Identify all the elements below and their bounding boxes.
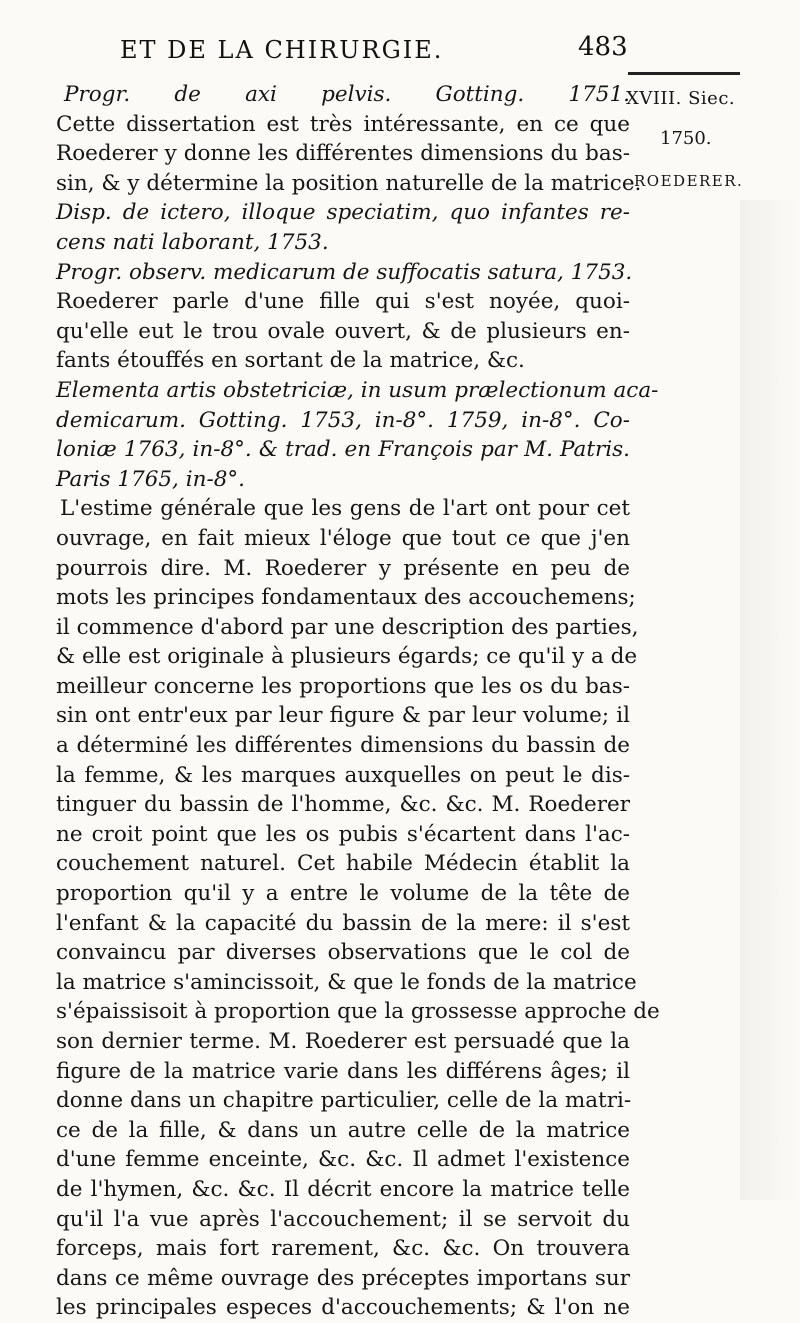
text-line: d'une femme enceinte, &c. &c. Il admet l'existence	[56, 1147, 630, 1173]
text-line: cens nati laborant, 1753.	[56, 229, 329, 255]
text-line: Roederer y donne les différentes dimensions du bas-	[56, 141, 630, 167]
margin-rule	[628, 72, 740, 75]
text-line: a déterminé les différentes dimensions du bassin de	[56, 733, 630, 759]
page-bleed-shadow	[740, 200, 800, 1200]
text-line: forceps, mais fort rarement, &c. &c. On trouvera	[56, 1236, 630, 1262]
text-line: ne croit point que les os pubis s'écartent dans l'ac-	[56, 821, 630, 847]
text-line: tinguer du bassin de l'homme, &c. &c. M. Roederer	[56, 792, 630, 818]
body-text	[56, 80, 660, 1323]
text-line: Paris 1765, in-8°.	[56, 466, 245, 492]
text-line: les principales especes d'accouchements; & l'on ne	[56, 1295, 630, 1321]
text-line: pourrois dire. M. Roederer y présente en peu de	[56, 555, 630, 581]
text-line: figure de la matrice varie dans les différens âges; il	[56, 1058, 630, 1084]
text-line: s'épaissisoit à proportion que la grossesse approche de	[56, 999, 660, 1025]
text-line: convaincu par diverses observations que le col de	[56, 940, 630, 966]
text-line: qu'il l'a vue après l'accouchement; il se servoit du	[56, 1206, 630, 1232]
running-title: ET DE LA CHIRURGIE.	[120, 36, 444, 64]
text-line: qu'elle eut le trou ovale ouvert, & de plusieurs en-	[56, 318, 630, 344]
text-line: Cette dissertation est très intéressante, en ce que	[56, 111, 630, 137]
text-line: ce de la fille, & dans un autre celle de la matrice	[56, 1117, 630, 1143]
text-line: Progr. observ. medicarum de suffocatis satura, 1753.	[56, 259, 633, 285]
text-line: loniæ 1763, in-8°. & trad. en François par M. Patris.	[56, 437, 630, 463]
text-line: l'enfant & la capacité du bassin de la mere: il s'est	[56, 910, 630, 936]
margin-century-note: XVIII. Siec.	[626, 88, 736, 109]
text-line: meilleur concerne les proportions que les os du bas-	[56, 673, 630, 699]
text-line: Progr. de axi pelvis. Gotting. 1751.	[64, 82, 630, 107]
text-line: sin, & y détermine la position naturelle de la matrice.	[56, 170, 642, 196]
text-line: L'estime générale que les gens de l'art ont pour cet	[60, 496, 630, 522]
text-line: il commence d'abord par une description des parties,	[56, 614, 639, 640]
text-line: donne dans un chapitre particulier, celle de la matri-	[56, 1088, 632, 1114]
text-line: de l'hymen, &c. &c. Il décrit encore la matrice telle	[56, 1176, 630, 1202]
margin-author-note: ROEDERER.	[634, 172, 744, 190]
text-line: fants étouffés en sortant de la matrice, &c.	[56, 348, 525, 374]
text-line: mots les principes fondamentaux des accouchemens;	[56, 585, 636, 611]
text-line: Roederer parle d'une fille qui s'est noyée, quoi-	[56, 289, 630, 315]
text-line: la matrice s'amincissoit, & que le fonds de la matrice	[56, 969, 637, 995]
text-line: ouvrage, en fait mieux l'éloge que tout ce que j'en	[56, 525, 630, 551]
text-line: sin ont entr'eux par leur figure & par leur volume; il	[56, 703, 630, 729]
text-line: demicarum. Gotting. 1753, in-8°. 1759, in-8°. Co-	[56, 407, 630, 433]
margin-year-note: 1750.	[660, 128, 712, 149]
text-line: & elle est originale à plusieurs égards; ce qu'il y a de	[56, 644, 638, 670]
text-line: Elementa artis obstetriciæ, in usum prælectionum aca-	[56, 377, 659, 403]
text-line: la femme, & les marques auxquelles on peut le dis-	[56, 762, 630, 788]
text-line: couchement naturel. Cet habile Médecin établit la	[56, 851, 630, 877]
page-number: 483	[578, 32, 628, 62]
text-line: son dernier terme. M. Roederer est persuadé que la	[56, 1029, 630, 1054]
text-line: Disp. de ictero, illoque speciatim, quo infantes re-	[56, 200, 630, 226]
text-line: dans ce même ouvrage des préceptes importans sur	[56, 1265, 630, 1291]
text-line: proportion qu'il y a entre le volume de la tête de	[56, 881, 630, 907]
